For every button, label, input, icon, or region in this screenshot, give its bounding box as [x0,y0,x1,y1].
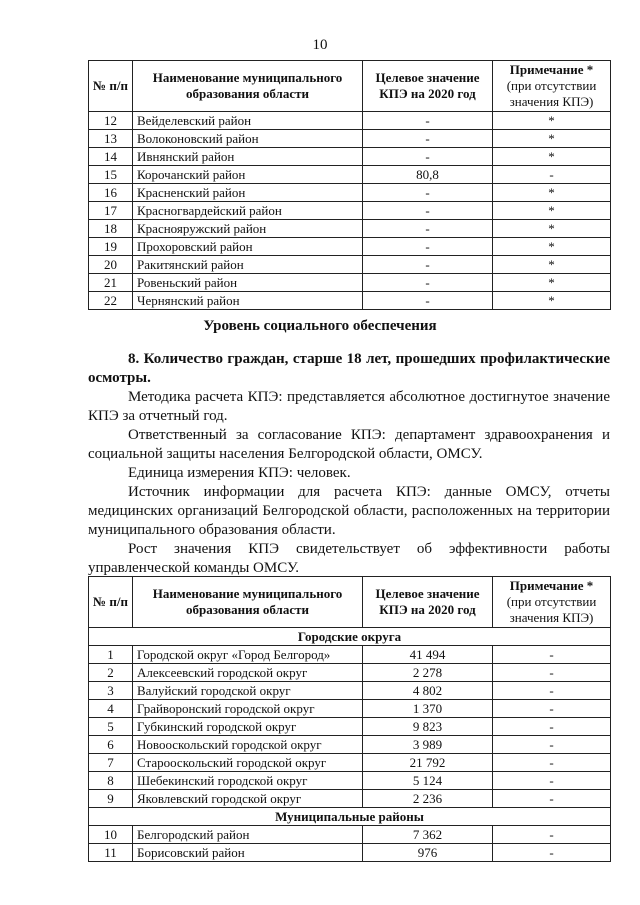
table-header-row [89,61,611,112]
row-name: Губкинский городской округ [133,718,363,736]
row-name: Алексеевский городской округ [133,664,363,682]
table-row [89,274,611,292]
table-row [89,664,611,682]
row-value: 41 494 [363,646,493,664]
table-row [89,754,611,772]
table-row [89,148,611,166]
header-num: № п/п [89,61,133,112]
row-value: 1 370 [363,700,493,718]
table-row [89,736,611,754]
table-row [89,646,611,664]
table-row [89,166,611,184]
row-num: 5 [89,718,133,736]
row-num: 13 [89,130,133,148]
row-value: 3 989 [363,736,493,754]
row-name: Ивнянский район [133,148,363,166]
row-name: Борисовский район [133,844,363,862]
row-value: 976 [363,844,493,862]
row-value: - [363,274,493,292]
row-name: Краснояружский район [133,220,363,238]
row-name: Ракитянский район [133,256,363,274]
header-note [493,61,611,112]
header-note-title: Примечание * [509,578,594,593]
row-num: 10 [89,826,133,844]
row-note: * [493,184,611,202]
row-name: Шебекинский городской округ [133,772,363,790]
row-value: 21 792 [363,754,493,772]
row-note: * [493,292,611,310]
table-row [89,184,611,202]
page-number: 10 [312,37,328,53]
row-value: 80,8 [363,166,493,184]
table-row [89,202,611,220]
row-note: - [493,790,611,808]
header-name: Наименование муниципального образования области [133,577,363,628]
kpi-table-8 [88,576,611,862]
row-value: 5 124 [363,772,493,790]
row-num: 18 [89,220,133,238]
table-row [89,826,611,844]
row-note: * [493,256,611,274]
table-row [89,292,611,310]
group-label-urban: Городские округа [89,628,611,646]
row-name: Красненский район [133,184,363,202]
row-num: 8 [89,772,133,790]
group-row-urban [89,628,611,646]
row-value: - [363,202,493,220]
row-num: 21 [89,274,133,292]
header-target: Целевое значение КПЭ на 2020 год [363,61,493,112]
header-target: Целевое значение КПЭ на 2020 год [363,577,493,628]
row-num: 14 [89,148,133,166]
table-row [89,220,611,238]
table-row [89,718,611,736]
row-name: Чернянский район [133,292,363,310]
row-note: - [493,844,611,862]
kpi-table-continued [88,60,611,310]
header-note-sub: (при отсутствии значения КПЭ) [506,594,597,625]
row-value: - [363,220,493,238]
row-name: Белгородский район [133,826,363,844]
row-value: 2 278 [363,664,493,682]
row-num: 16 [89,184,133,202]
header-name: Наименование муниципального образования области [133,61,363,112]
row-num: 4 [89,700,133,718]
row-num: 15 [89,166,133,184]
row-num: 9 [89,790,133,808]
row-note: - [493,682,611,700]
row-note: * [493,148,611,166]
row-name: Красногвардейский район [133,202,363,220]
indicator-title: 8. Количество граждан, старше 18 лет, прошедших профилактические осмотры. [88,351,610,386]
table-row [89,130,611,148]
header-note [493,577,611,628]
row-note: * [493,112,611,130]
row-note: - [493,166,611,184]
header-note-sub: (при отсутствии значения КПЭ) [506,78,597,109]
section-heading: Уровень социального обеспечения [203,318,437,334]
indicator-source: Источник информации для расчета КПЭ: данные ОМСУ, отчеты медицинских организаций Белгородской области, расположенных на территории муниципального образования области. [88,484,610,538]
row-value: - [363,112,493,130]
row-num: 12 [89,112,133,130]
table-row [89,112,611,130]
table-row [89,682,611,700]
indicator-growth: Рост значения КПЭ свидетельствует об эффективности работы управленческой команды ОМСУ. [88,541,610,576]
row-num: 6 [89,736,133,754]
row-note: * [493,238,611,256]
table-row [89,790,611,808]
row-note: - [493,718,611,736]
row-name: Новооскольский городской округ [133,736,363,754]
row-name: Волоконовский район [133,130,363,148]
row-note: - [493,664,611,682]
row-name: Яковлевский городской округ [133,790,363,808]
row-name: Прохоровский район [133,238,363,256]
row-value: - [363,238,493,256]
row-name: Вейделевский район [133,112,363,130]
row-note: * [493,130,611,148]
row-value: - [363,256,493,274]
row-value: 7 362 [363,826,493,844]
indicator-method: Методика расчета КПЭ: представляется абсолютное достигнутое значение КПЭ за отчетный год. [88,389,610,424]
indicator-unit: Единица измерения КПЭ: человек. [128,465,351,481]
row-note: * [493,220,611,238]
row-note: - [493,700,611,718]
row-num: 7 [89,754,133,772]
row-name: Ровеньский район [133,274,363,292]
row-name: Грайворонский городской округ [133,700,363,718]
row-num: 1 [89,646,133,664]
row-value: 2 236 [363,790,493,808]
row-num: 19 [89,238,133,256]
group-label-districts: Муниципальные районы [89,808,611,826]
row-value: - [363,130,493,148]
table-row [89,700,611,718]
table-row [89,772,611,790]
indicator-description [88,350,610,578]
row-value: - [363,184,493,202]
row-note: - [493,754,611,772]
row-num: 2 [89,664,133,682]
row-name: Городской округ «Город Белгород» [133,646,363,664]
row-value: - [363,292,493,310]
row-note: * [493,274,611,292]
row-note: - [493,826,611,844]
row-value: 4 802 [363,682,493,700]
row-note: - [493,736,611,754]
row-num: 17 [89,202,133,220]
indicator-responsible: Ответственный за согласование КПЭ: департамент здравоохранения и социальной защиты населения Белгородской области, ОМСУ. [88,427,610,462]
row-value: - [363,148,493,166]
row-num: 3 [89,682,133,700]
header-note-title: Примечание * [509,62,594,77]
table-row [89,238,611,256]
row-name: Валуйский городской округ [133,682,363,700]
row-num: 11 [89,844,133,862]
row-num: 22 [89,292,133,310]
table-row [89,844,611,862]
row-num: 20 [89,256,133,274]
row-note: - [493,646,611,664]
table-header-row [89,577,611,628]
group-row-districts [89,808,611,826]
row-note: * [493,202,611,220]
header-num: № п/п [89,577,133,628]
table-row [89,256,611,274]
row-name: Корочанский район [133,166,363,184]
row-value: 9 823 [363,718,493,736]
row-name: Старооскольский городской округ [133,754,363,772]
row-note: - [493,772,611,790]
